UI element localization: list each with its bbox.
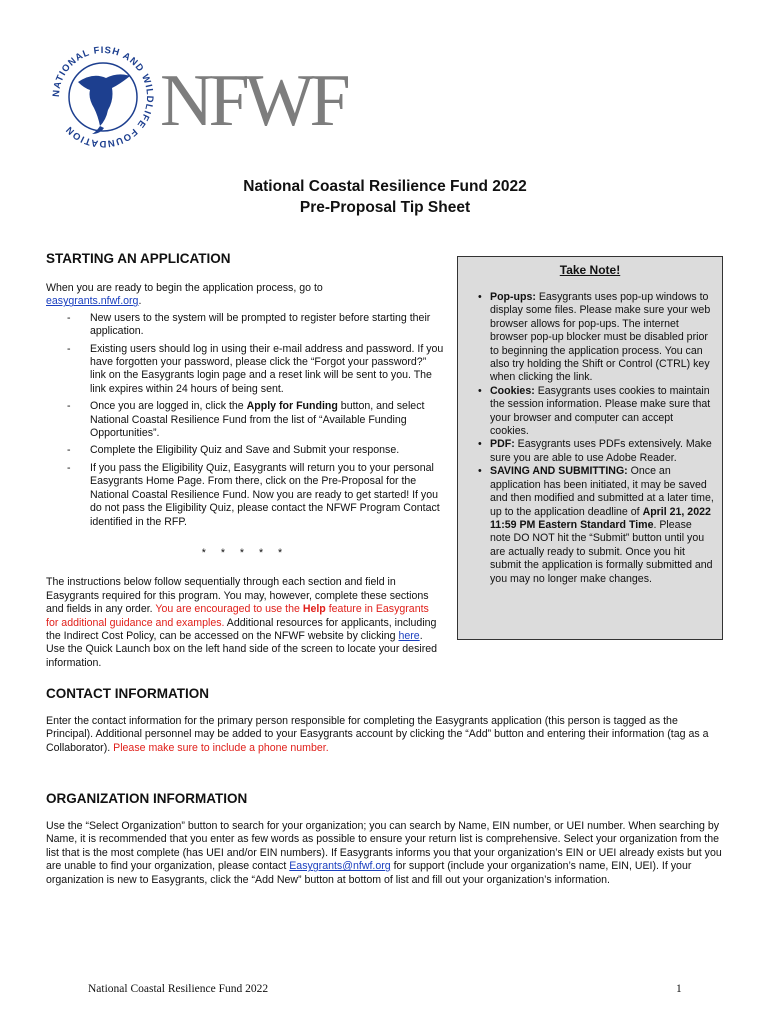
instructions-text-3: . Use the Quick Launch box on the left hand side of the screen to locate your desired information. (46, 629, 438, 669)
help-note-1: You are encouraged to use the (155, 603, 303, 616)
list-item (46, 400, 444, 440)
take-note-box (457, 256, 723, 640)
organization-heading: ORGANIZATION INFORMATION (46, 791, 248, 806)
support-email-link[interactable]: Easygrants@nfwf.org (289, 860, 391, 873)
organization-text-1: Use the “Select Organization” button to search for your organization; you can search by Name, EIN number, or UEI number. When searching by Name, it is recommended that you enter as few words as possible to ensure your return list is comprehensive. Select your organization from the list that is the most complete (has UEI and/or EIN numbers). If Easygrants informs you that your organization’s EIN or UEI already exists but you are unable to find your organization, please contact (46, 820, 722, 873)
starting-intro-end: . (138, 295, 142, 308)
section-separator: * * * * * (201, 546, 289, 559)
easygrants-link[interactable]: easygrants.nfwf.org (46, 295, 139, 308)
take-note-title: Take Note! (559, 263, 621, 277)
instructions-paragraph (46, 576, 444, 670)
contact-text: Enter the contact information for the primary person responsible for completing the Easygrants application (this person is tagged as the Principal). Additional personnel may be added to your Easygrants account by clicking the “Add” button and entering their information (tag as a Collaborator). (46, 715, 709, 754)
phone-note: Please make sure to include a phone number. (113, 741, 329, 754)
seal-text: NATIONAL FISH AND WILDLIFE FOUNDATION (50, 44, 156, 150)
nfwf-seal-icon (48, 42, 158, 152)
nfwf-wordmark: NFWF (160, 60, 346, 142)
starting-heading: STARTING AN APPLICATION (46, 251, 231, 266)
starting-section (46, 282, 444, 670)
pdf-label: PDF: (490, 438, 515, 451)
starting-intro (46, 282, 444, 309)
cookies-text: Easygrants uses cookies to maintain the session information. Please make sure that your browser and computer can accept cookies. (490, 384, 711, 438)
popups-label: Pop-ups: (490, 291, 536, 303)
step3-post: button, and select National Coastal Resilience Fund from the list of “Available Funding Opportunities”. (90, 400, 425, 440)
instructions-text-2: Additional resources for applicants, including the Indirect Cost Policy, can be accessed on the NFWF website by clicking (46, 616, 437, 642)
list-item (478, 385, 714, 439)
cookies-label: Cookies: (490, 384, 535, 397)
list-item: - Existing users should log in using their e-mail address and password. If you have forgotten your password, please click the “Forgot your password?” link on the Easygrants login page and a reset link will be sent to you. The link expires within 24 hours of being sent. (46, 343, 444, 397)
here-link[interactable]: here (398, 629, 420, 642)
contact-paragraph (46, 715, 726, 755)
step3-pre: Once you are logged in, click the (90, 400, 247, 413)
popups-text: Easygrants uses pop-up windows to display some files. Please make sure your web browser allows for pop-ups. The internet browser pop-up blocker must be disabled prior to beginning the application process. You can also try holding the Shift or Control (CTRL) key when clicking the link. (490, 291, 711, 384)
starting-intro-text: When you are ready to begin the application process, go to (46, 282, 323, 294)
saving-text-1: Once an application has been initiated, it may be saved and then modified and submitted at a later time, up to the application deadline of (490, 465, 714, 518)
title-line-1: National Coastal Resilience Fund 2022 (243, 178, 527, 195)
list-item (478, 291, 714, 385)
doc-title (0, 176, 770, 218)
nfwf-logo (48, 42, 358, 152)
starting-steps (46, 312, 444, 529)
list-item: - New users to the system will be prompted to register before starting their application. (46, 312, 444, 339)
list-item (478, 438, 714, 465)
saving-text-2: . Please note DO NOT hit the “Submit” button until you are actually ready to submit. Once you hit submit the application is formally submitted and you may no longer make changes. (490, 518, 713, 585)
instructions-text-1: The instructions below follow sequentially through each section and field in Easygrants required for this program. You may, however, complete these sections and fields in any order. (46, 576, 429, 616)
list-item: - Complete the Eligibility Quiz and Save and Submit your response. (46, 444, 444, 457)
title-line-2: Pre-Proposal Tip Sheet (299, 199, 471, 216)
contact-heading: CONTACT INFORMATION (46, 686, 209, 701)
apply-for-funding-label: Apply for Funding (246, 400, 338, 413)
footer-doc-name: National Coastal Resilience Fund 2022 (88, 983, 269, 995)
saving-label: SAVING AND SUBMITTING: (490, 465, 628, 478)
organization-text-2: for support (include your organization’s name, EIN, UEI). If your organization is new to Easygrants, click the “Add New” button at bottom of list and fill out your organization’s information. (46, 860, 692, 886)
pdf-text: Easygrants uses PDFs extensively. Make sure you are able to use Adobe Reader. (490, 438, 712, 464)
page-number: 1 (676, 983, 682, 995)
list-item: - If you pass the Eligibility Quiz, Easygrants will return you to your personal Easygrants Home Page. From there, click on the Pre-Proposal for the National Coastal Resilience Fund. Now you are ready to get started! If you do not pass the Eligibility Quiz, please contact the NFWF Program Contact identified in the RFP. (46, 462, 444, 529)
deadline-text: April 21, 2022 11:59 PM Eastern Standard Time (490, 505, 711, 531)
help-note-bold: Help (302, 603, 326, 616)
take-note-list (478, 291, 714, 586)
list-item (478, 465, 714, 586)
organization-paragraph (46, 820, 726, 887)
help-note-2: feature in Easygrants for additional guidance and examples. (46, 603, 429, 629)
